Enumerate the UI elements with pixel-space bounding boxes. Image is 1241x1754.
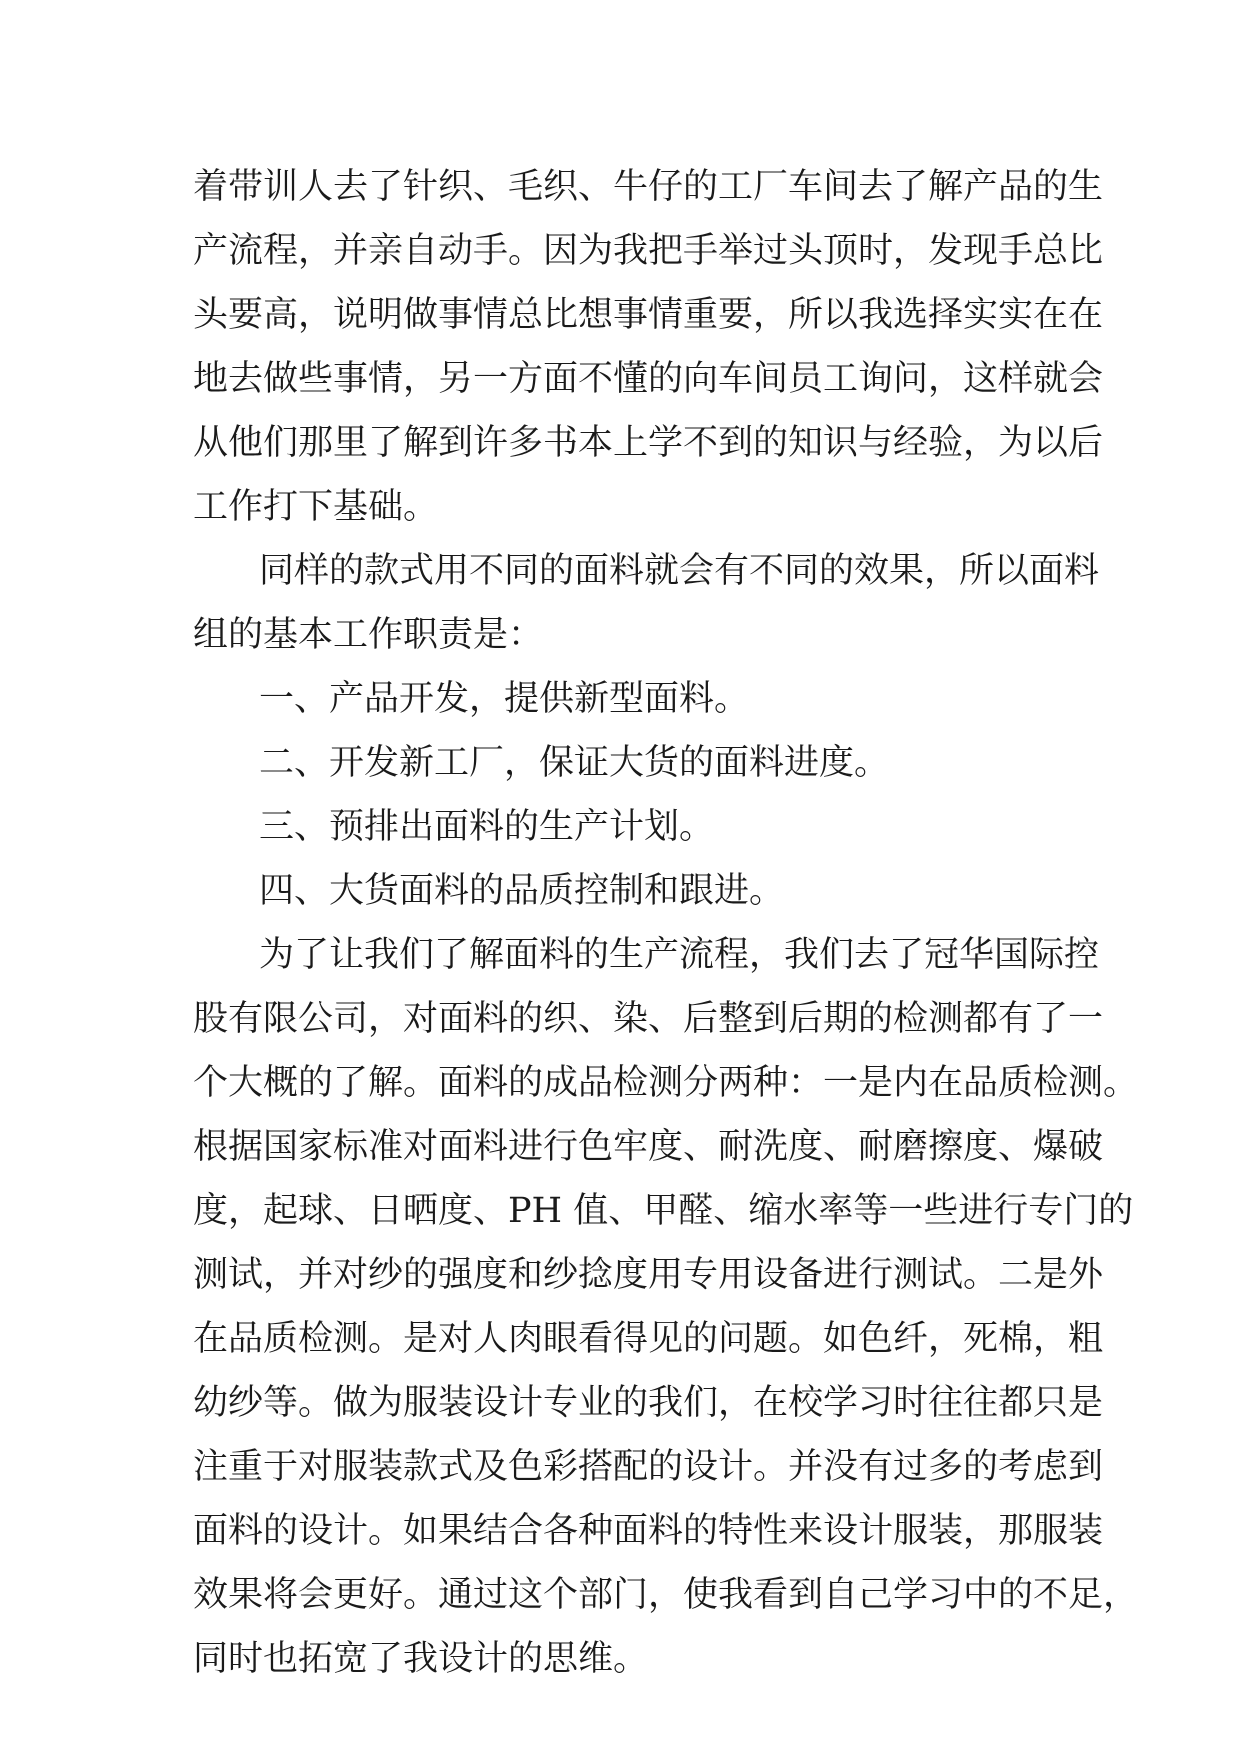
- paragraph-1-line: 头要高，说明做事情总比想事情重要，所以我选择实实在在: [193, 295, 1104, 335]
- paragraph-1-line: 产流程，并亲自动手。因为我把手举过头顶时，发现手总比: [193, 231, 1104, 271]
- paragraph-3-line: 注重于对服装款式及色彩搭配的设计。并没有过多的考虑到: [193, 1447, 1104, 1487]
- paragraph-3-line: 测试，并对纱的强度和纱捻度用专用设备进行测试。二是外: [193, 1255, 1104, 1295]
- duty-item: 一、产品开发，提供新型面料。: [259, 679, 750, 719]
- paragraph-1: [193, 155, 1104, 539]
- paragraph-3-line: 同时也拓宽了我设计的思维。: [193, 1639, 649, 1679]
- paragraph-3-line: 股有限公司，对面料的织、染、后整到后期的检测都有了一: [193, 999, 1104, 1039]
- document-page: [193, 155, 1139, 1691]
- duty-item: 三、预排出面料的生产计划。: [259, 807, 715, 847]
- paragraph-3-line: 面料的设计。如果结合各种面料的特性来设计服装，那服装: [193, 1511, 1104, 1551]
- paragraph-3: [193, 923, 1139, 1691]
- paragraph-3-line: 幼纱等。做为服装设计专业的我们，在校学习时往往都只是: [193, 1383, 1104, 1423]
- duty-item: 四、大货面料的品质控制和跟进。: [259, 871, 785, 911]
- paragraph-2: [193, 539, 1100, 667]
- paragraph-3-line: 个大概的了解。面料的成品检测分两种：一是内在品质检测。: [193, 1063, 1139, 1103]
- duties-list: [193, 667, 1053, 923]
- paragraph-3-line: 效果将会更好。通过这个部门，使我看到自己学习中的不足，: [193, 1575, 1139, 1615]
- paragraph-1-line: 工作打下基础。: [193, 487, 439, 527]
- paragraph-1-line: 从他们那里了解到许多书本上学不到的知识与经验，为以后: [193, 423, 1104, 463]
- paragraph-3-line: 在品质检测。是对人肉眼看得见的问题。如色纤，死棉，粗: [193, 1319, 1104, 1359]
- paragraph-3-line: 度，起球、日晒度、PH 值、甲醛、缩水率等一些进行专门的: [193, 1191, 1134, 1231]
- paragraph-3-line: 为了让我们了解面料的生产流程，我们去了冠华国际控: [259, 935, 1100, 975]
- paragraph-1-line: 地去做些事情，另一方面不懂的向车间员工询问，这样就会: [193, 359, 1104, 399]
- paragraph-2-line: 同样的款式用不同的面料就会有不同的效果，所以面料: [259, 551, 1100, 591]
- duty-item: 二、开发新工厂，保证大货的面料进度。: [259, 743, 890, 783]
- paragraph-3-line: 根据国家标准对面料进行色牢度、耐洗度、耐磨擦度、爆破: [193, 1127, 1104, 1167]
- paragraph-2-line: 组的基本工作职责是：: [193, 615, 544, 655]
- paragraph-1-line: 着带训人去了针织、毛织、牛仔的工厂车间去了解产品的生: [193, 167, 1104, 207]
